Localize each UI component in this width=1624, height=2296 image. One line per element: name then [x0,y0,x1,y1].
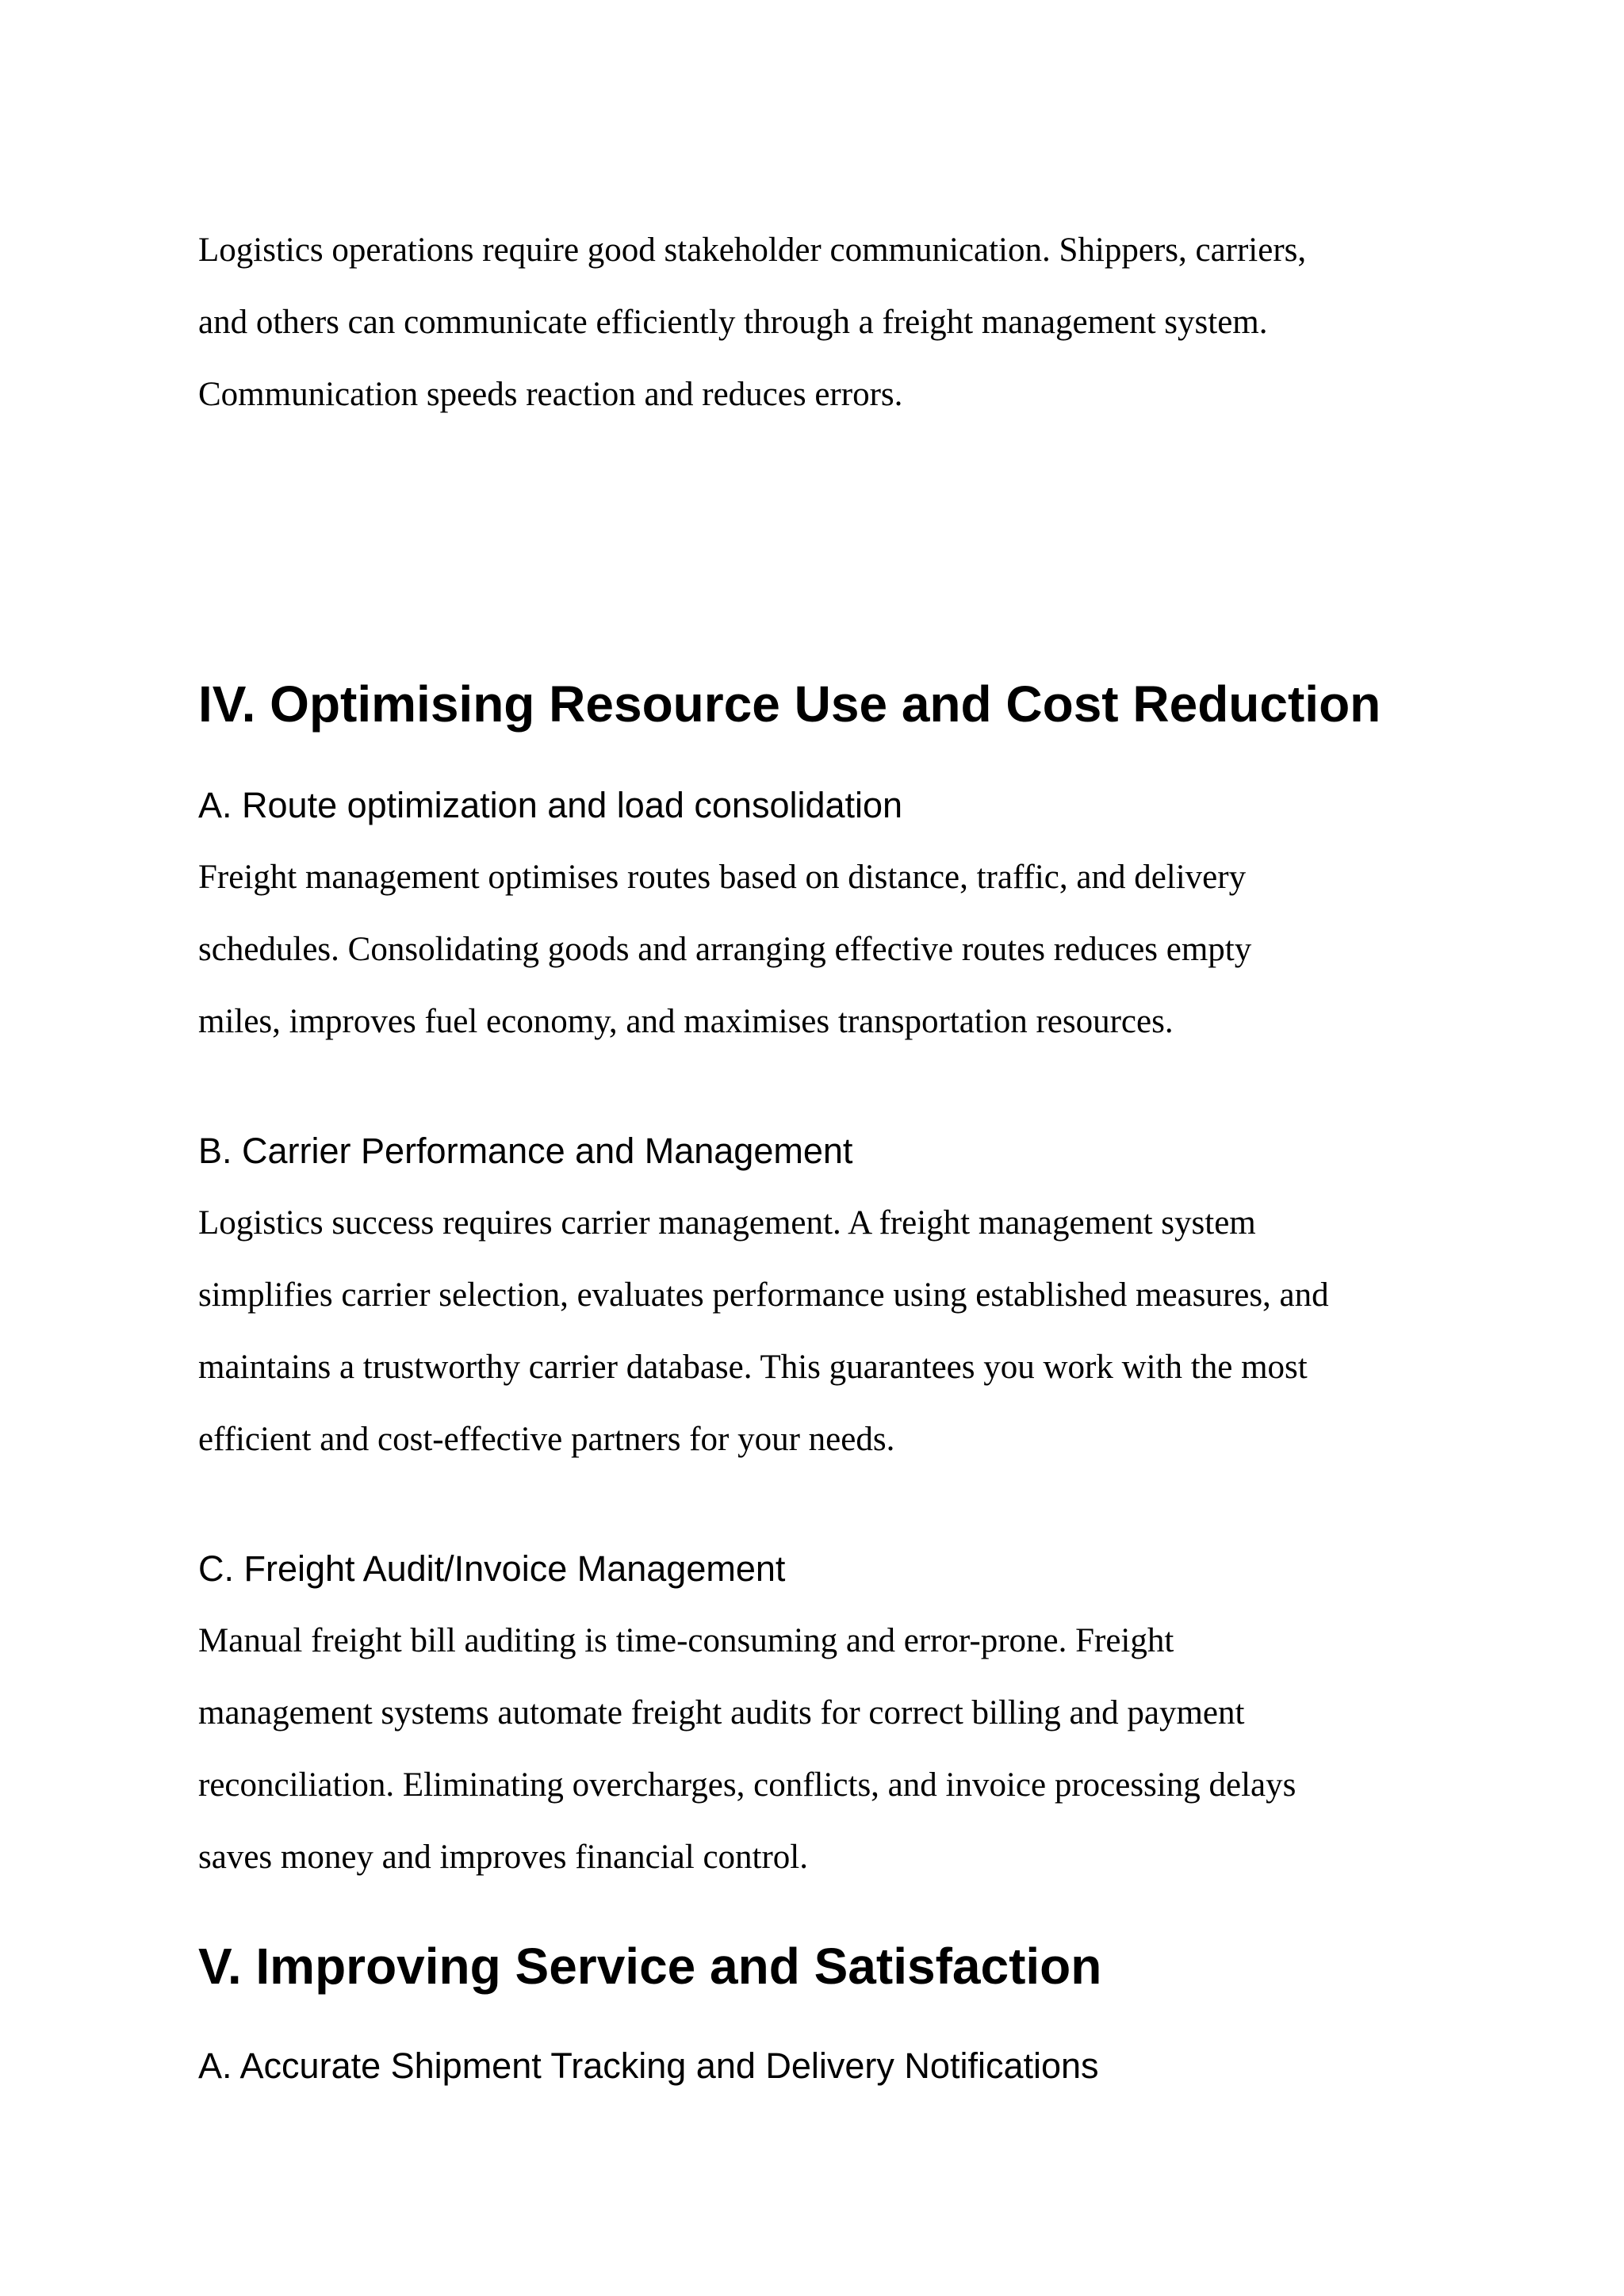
paragraph-line: Communication speeds reaction and reduces errors. [198,376,903,413]
subsection-iv-a-heading-block [198,782,1483,829]
subsection-heading: A. Accurate Shipment Tracking and Delivery Notifications [198,2045,1099,2086]
paragraph-line: Manual freight bill auditing is time-consuming and error-prone. Freight [198,1622,1174,1659]
paragraph-line: Logistics success requires carrier management. A freight management system [198,1204,1256,1242]
paragraph-line: simplifies carrier selection, evaluates performance using established measures, and [198,1276,1329,1314]
section-heading: V. Improving Service and Satisfaction [198,1938,1102,1995]
section-iv-heading-block [198,672,1483,736]
paragraph-line: management systems automate freight audits for correct billing and payment [198,1694,1245,1732]
paragraph-line: miles, improves fuel economy, and maximises transportation resources. [198,1003,1174,1040]
paragraph-line: schedules. Consolidating goods and arranging effective routes reduces empty [198,931,1252,968]
subsection-iv-c-paragraph [198,1605,1483,1893]
paragraph-line: maintains a trustworthy carrier database. This guarantees you work with the most [198,1349,1308,1386]
paragraph-line: saves money and improves financial control. [198,1839,809,1876]
paragraph-line: and others can communicate efficiently through a freight management system. [198,304,1268,341]
paragraph-line: efficient and cost-effective partners for your needs. [198,1421,895,1458]
subsection-iv-a-paragraph [198,841,1483,1058]
intro-paragraph [198,214,1483,430]
section-heading: IV. Optimising Resource Use and Cost Reduction [198,675,1381,733]
subsection-iv-c-heading-block [198,1545,1483,1593]
section-v-heading-block [198,1934,1483,1998]
subsection-heading: A. Route optimization and load consolidation [198,785,903,825]
subsection-iv-b-heading-block [198,1127,1483,1175]
subsection-v-a-heading-block [198,2042,1483,2090]
paragraph-line: Logistics operations require good stakeholder communication. Shippers, carriers, [198,232,1307,269]
subsection-heading: C. Freight Audit/Invoice Management [198,1548,786,1589]
paragraph-line: reconciliation. Eliminating overcharges, conflicts, and invoice processing delays [198,1766,1297,1804]
subsection-heading: B. Carrier Performance and Management [198,1131,853,1171]
paragraph-line: Freight management optimises routes based on distance, traffic, and delivery [198,859,1247,896]
subsection-iv-b-paragraph [198,1187,1483,1475]
